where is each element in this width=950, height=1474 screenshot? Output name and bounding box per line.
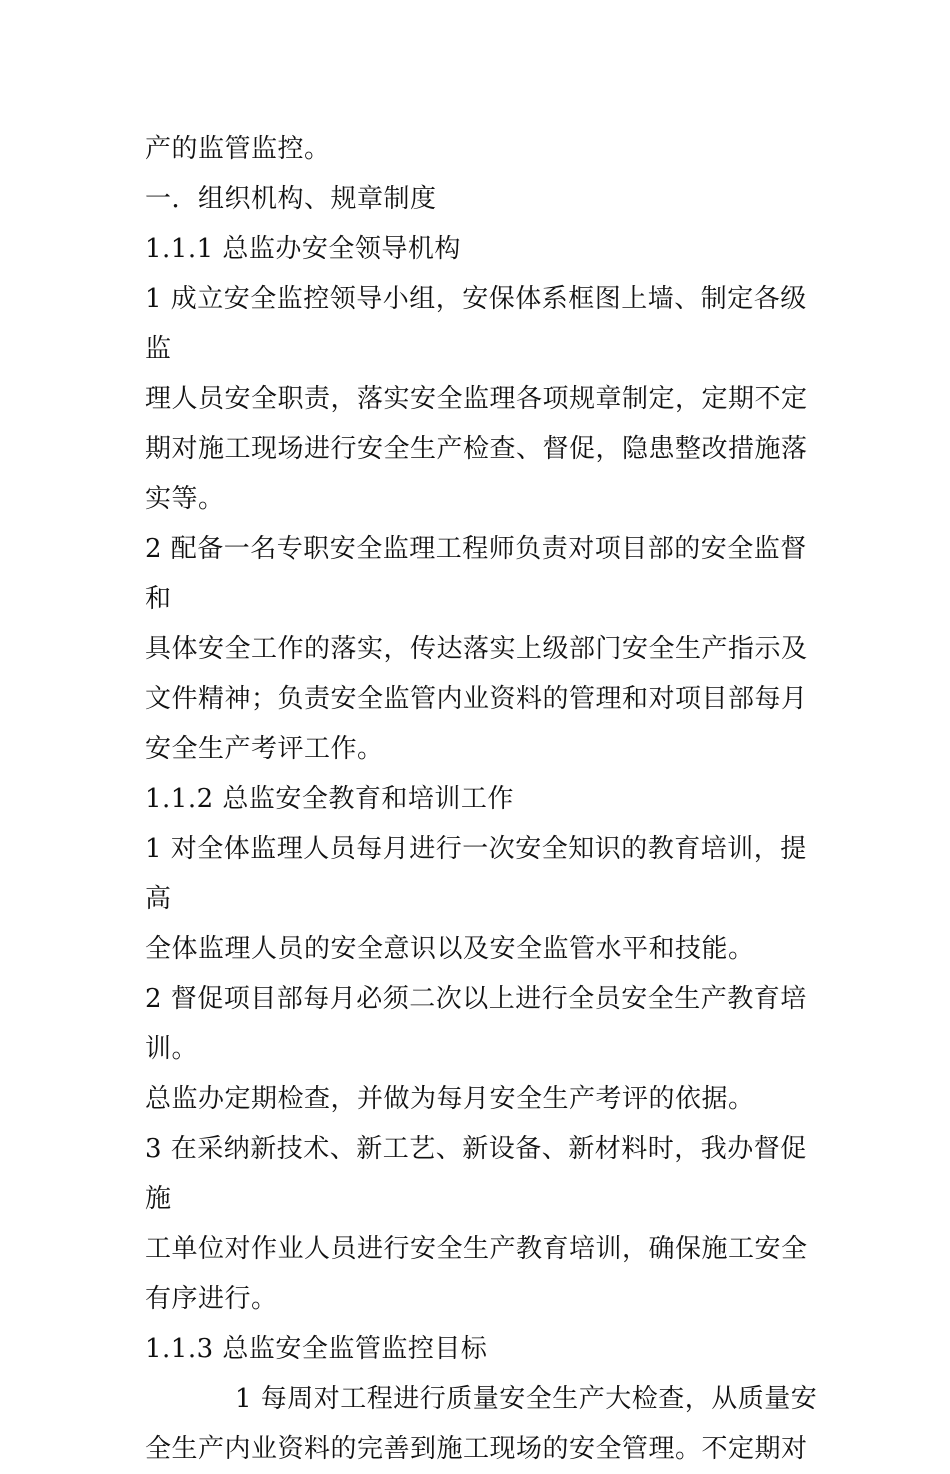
- paragraph-continuation: 产的监管监控。: [145, 134, 331, 164]
- paragraph: 1 对全体监理人员每月进行一次安全知识的教育培训，提高 全体监理人员的安全意识以及安全监管水平和技能。: [145, 834, 807, 964]
- document-body: [145, 124, 825, 1474]
- paragraph: 2 督促项目部每月必须二次以上进行全员安全生产教育培训。 总监办定期检查，并做为每月安全生产考评的依据。: [145, 984, 807, 1114]
- subsection-heading: 1.1.3 总监安全监管监控目标: [145, 1334, 488, 1364]
- paragraph: 1 成立安全监控领导小组，安保体系框图上墙、制定各级监 理人员安全职责，落实安全监理各项规章制定，定期不定 期对施工现场进行安全生产检查、督促，隐患整改措施落 实等。: [145, 284, 808, 514]
- section-heading: 一．组织机构、规章制度: [145, 184, 437, 214]
- paragraph: 2 配备一名专职安全监理工程师负责对项目部的安全监督和 具体安全工作的落实，传达落实上级部门安全生产指示及 文件精神；负责安全监管内业资料的管理和对项目部每月 安全生产考评工作。: [145, 534, 808, 764]
- paragraph: 3 在采纳新技术、新工艺、新设备、新材料时，我办督促施 工单位对作业人员进行安全生产教育培训，确保施工安全 有序进行。: [145, 1134, 808, 1314]
- paragraph-indented: 1 每周对工程进行质量安全生产大检查，从质量安 全生产内业资料的完善到施工现场的安全管理。不定期对: [145, 1384, 818, 1464]
- subsection-heading: 1.1.1 总监办安全领导机构: [145, 234, 461, 264]
- subsection-heading: 1.1.2 总监安全教育和培训工作: [145, 784, 514, 814]
